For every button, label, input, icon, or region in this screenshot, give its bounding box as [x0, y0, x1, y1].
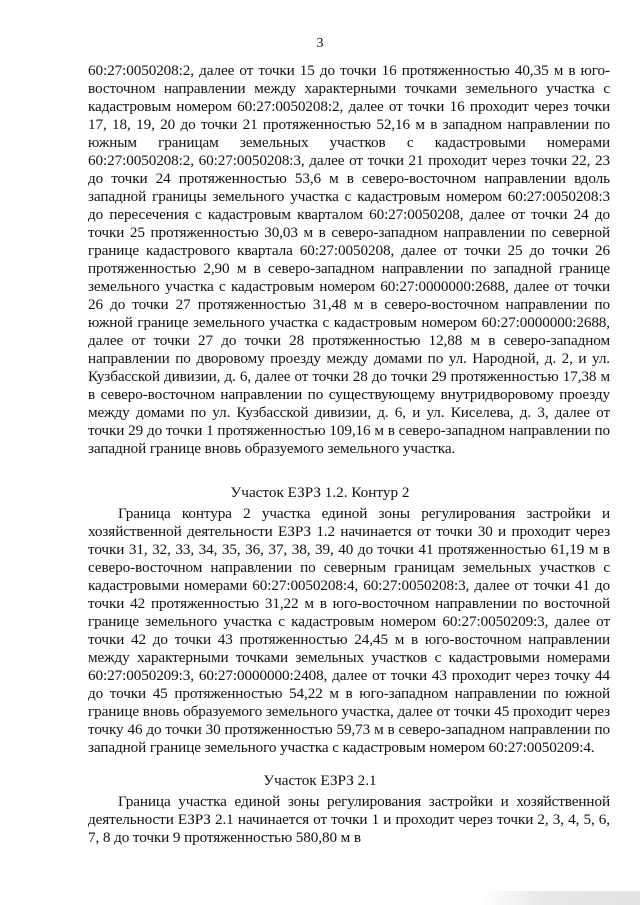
- body-paragraph-1: 60:27:0050208:2, далее от точки 15 до точки 16 протяженностью 40,35 м в юго-восточном направлении между характерными точками земельного участка с кадастровым номером 60:27:0050208:2, далее от точки 16 проходит через точки 17, 18, 19, 20 до точки 21 протяженностью 52,16 м в западном направлении по южным границам земельных участков с кадастровыми номерами 60:27:0050208:2, 60:27:0050208:3, далее от точки 21 проходит через точки 22, 23 до точки 24 протяженностью 53,6 м в северо-восточном направлении вдоль западной границы земельного участка с кадастровым номером 60:27:0050208:3 до пересечения с кадастровым кварталом 60:27:0050208, далее от точки 24 до точки 25 протяженностью 30,03 м в северо-западном направлении по северной границе кадастрового квартала 60:27:0050208, далее от точки 25 до точки 26 протяженностью 2,90 м в северо-западном направлении по западной границе земельного участка с кадастровым номером 60:27:0000000:2688, далее от точки 26 до точки 27 протяженностью 31,48 м в северо-восточном направлении по южной границе земельного участка с кадастровым номером 60:27:0000000:2688, далее от точки 27 до точки 28 протяженностью 12,88 м в северо-западном направлении по дворовому проезду между домами по ул. Народной, д. 2, и ул. Кузбасской дивизии, д. 6, далее от точки 28 до точки 29 протяженностью 17,38 м в северо-восточном направлении по существующему внутридворовому проезду между домами по ул. Кузбасской дивизии, д. 6, и ул. Киселева, д. 3, далее от точки 29 до точки 1 протяженностью 109,16 м в северо-западном направлении по западной границе вновь образуемого земельного участка.: [88, 62, 610, 457]
- body-paragraph-3: Граница участка единой зоны регулирования застройки и хозяйственной деятельности ЕЗРЗ 2.1 начинается от точки 1 и проходит через точки 2, 3, 4, 5, 6, 7, 8 до точки 9 протяженностью 580,80 м в: [88, 793, 610, 846]
- section-heading-ezrz-2-1: Участок ЕЗРЗ 2.1: [263, 772, 377, 789]
- body-paragraph-2: Граница контура 2 участка единой зоны регулирования застройки и хозяйственной деятельности ЕЗРЗ 1.2 начинается от точки 30 и проходит через точки 31, 32, 33, 34, 35, 36, 37, 38, 39, 40 до точки 41 протяженностью 61,19 м в северо-восточном направлении по северным границам земельных участков с кадастровыми номерами 60:27:0050208:4, 60:27:0050208:3, далее от точки 41 до точки 42 протяженностью 31,22 м в юго-восточном направлении по восточной границе земельного участка с кадастровым номером 60:27:0050209:3, далее от точки 42 до точки 43 протяженностью 24,45 м в юго-восточном направлении между характерными точками земельных участков с кадастровыми номерами 60:27:0050209:3, 60:27:0000000:2408, далее от точки 43 проходит через точку 44 до точки 45 протяженностью 54,22 м в юго-западном направлении по южной границе вновь образуемого земельного участка, далее от точки 45 проходит через точку 46 до точки 30 протяженностью 59,73 м в северо-западном направлении по западной границе земельного участка с кадастровым номером 60:27:0050209:4.: [88, 505, 610, 756]
- scan-edge-shadow: [480, 891, 640, 905]
- page-number: 3: [316, 36, 324, 51]
- section-heading-ezrz-1-2: Участок ЕЗРЗ 1.2. Контур 2: [230, 484, 410, 501]
